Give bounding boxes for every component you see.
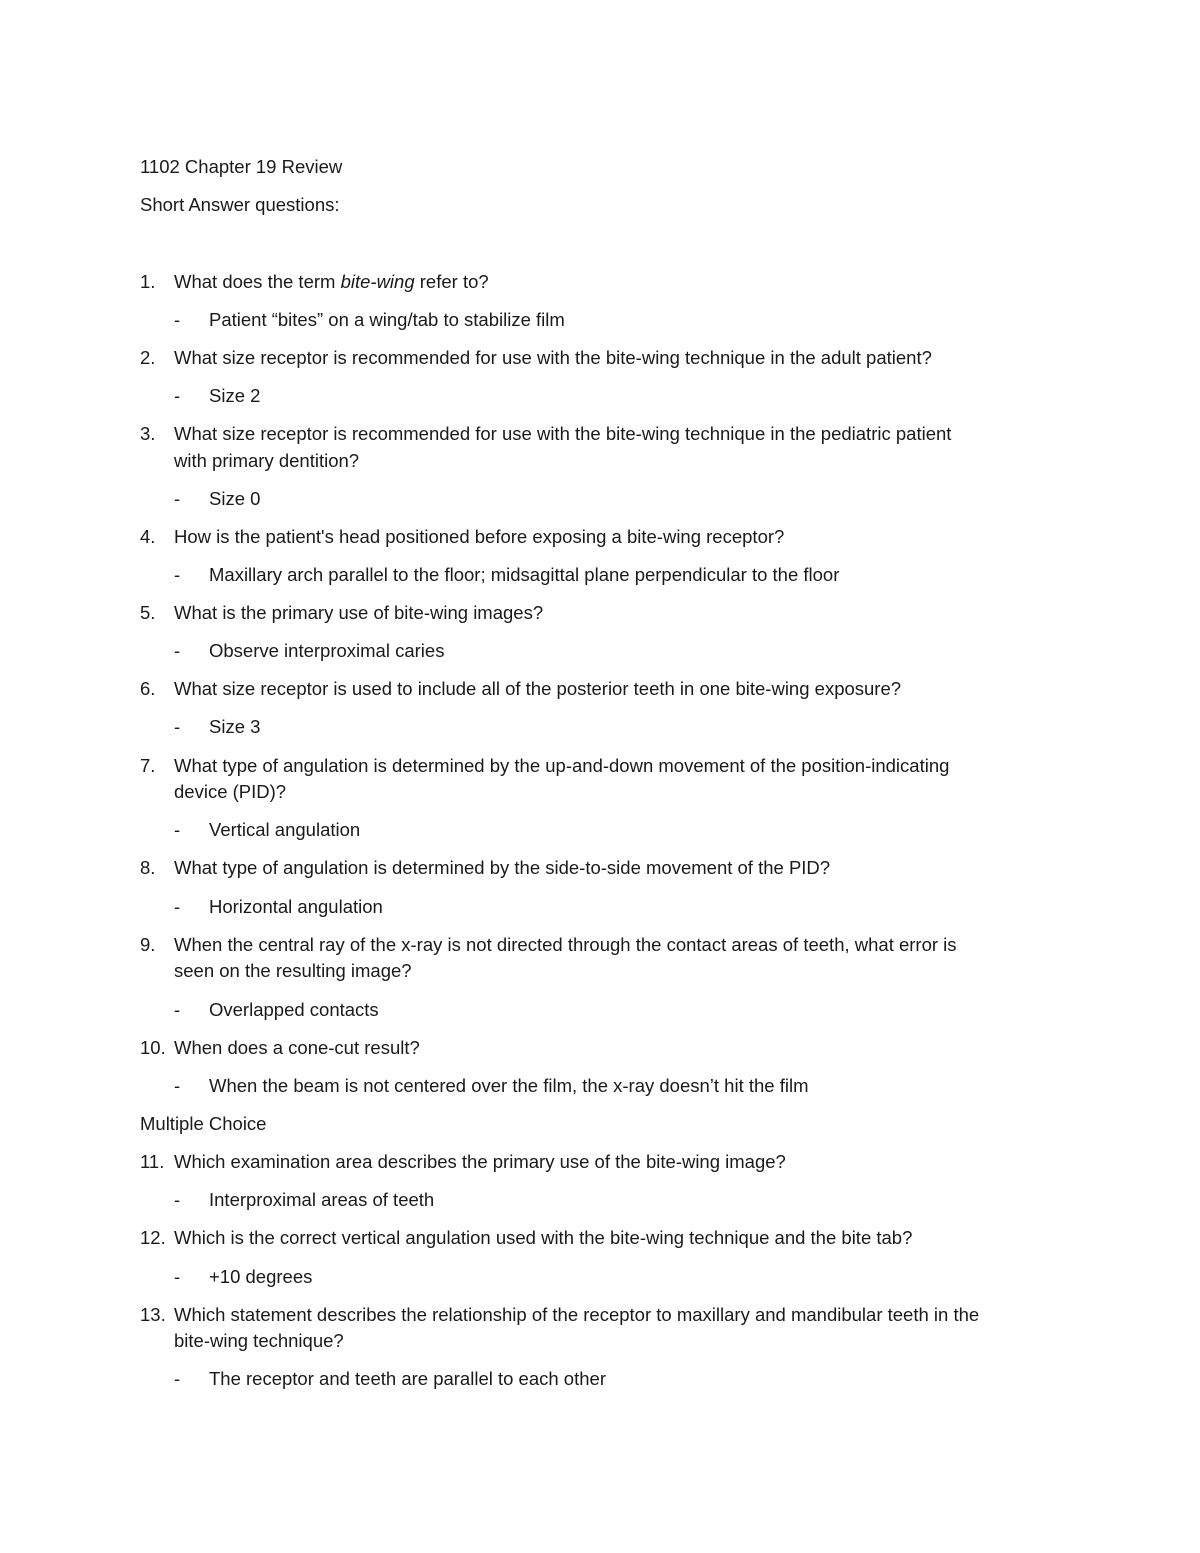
answer-bullet: -	[174, 640, 181, 661]
question-text: What size receptor is used to include all of the posterior teeth in one bite-wing exposure?	[174, 678, 902, 699]
question-text: What size receptor is recommended for use with the bite-wing technique in the adult patient?	[174, 347, 932, 368]
question-text-line1: What size receptor is recommended for use with the bite-wing technique in the pediatric patient	[174, 423, 952, 444]
answer-text: Horizontal angulation	[209, 896, 383, 917]
question-number: 12.	[140, 1227, 166, 1248]
question-text: What type of angulation is determined by the side-to-side movement of the PID?	[174, 857, 831, 878]
section-heading-short-answer: Short Answer questions:	[140, 194, 340, 215]
answer-text: Interproximal areas of teeth	[209, 1189, 435, 1210]
answer-text: Overlapped contacts	[209, 999, 379, 1020]
question-text-line2: device (PID)?	[174, 781, 287, 802]
answer-text: Patient “bites” on a wing/tab to stabilize film	[209, 309, 565, 330]
question-text-line1: What type of angulation is determined by the up-and-down movement of the position-indicating	[174, 755, 950, 776]
question-text-part: What does the term	[174, 271, 341, 292]
answer-text: Size 2	[209, 385, 261, 406]
question-number: 13.	[140, 1304, 166, 1325]
question-text: What is the primary use of bite-wing images?	[174, 602, 544, 623]
question-number: 8.	[140, 857, 156, 878]
answer-bullet: -	[174, 819, 181, 840]
answer-text: +10 degrees	[209, 1266, 313, 1287]
question-text-line1: When the central ray of the x-ray is not directed through the contact areas of teeth, what error is	[174, 934, 957, 955]
question-text-line2: with primary dentition?	[174, 450, 360, 471]
answer-text: Size 3	[209, 716, 261, 737]
question-text: How is the patient's head positioned before exposing a bite-wing receptor?	[174, 526, 785, 547]
question-text: Which examination area describes the primary use of the bite-wing image?	[174, 1151, 786, 1172]
question-number: 5.	[140, 602, 156, 623]
answer-bullet: -	[174, 716, 181, 737]
question-number: 9.	[140, 934, 156, 955]
question-text-line2: bite-wing technique?	[174, 1330, 344, 1351]
answer-bullet: -	[174, 1189, 181, 1210]
answer-text: Size 0	[209, 488, 261, 509]
answer-text: Maxillary arch parallel to the floor; midsagittal plane perpendicular to the floor	[209, 564, 840, 585]
answer-bullet: -	[174, 564, 181, 585]
question-number: 2.	[140, 347, 156, 368]
question-text	[174, 273, 489, 292]
answer-bullet: -	[174, 1368, 181, 1389]
question-text: Which is the correct vertical angulation used with the bite-wing technique and the bite tab?	[174, 1227, 913, 1248]
answer-bullet: -	[174, 309, 181, 330]
answer-text: Observe interproximal caries	[209, 640, 445, 661]
section-heading-multiple-choice: Multiple Choice	[140, 1113, 267, 1134]
answer-bullet: -	[174, 1266, 181, 1287]
question-number: 3.	[140, 423, 156, 444]
question-number: 10.	[140, 1037, 166, 1058]
question-number: 1.	[140, 271, 156, 292]
question-number: 4.	[140, 526, 156, 547]
answer-bullet: -	[174, 488, 181, 509]
question-text-line2: seen on the resulting image?	[174, 960, 412, 981]
question-number: 11.	[140, 1151, 165, 1172]
question-text-line1: Which statement describes the relationship of the receptor to maxillary and mandibular teeth in the	[174, 1304, 980, 1325]
question-number: 7.	[140, 755, 156, 776]
page-title: 1102 Chapter 19 Review	[140, 156, 343, 177]
answer-text: When the beam is not centered over the film, the x-ray doesn’t hit the film	[209, 1075, 809, 1096]
answer-bullet: -	[174, 999, 181, 1020]
answer-bullet: -	[174, 896, 181, 917]
answer-bullet: -	[174, 385, 181, 406]
answer-text: The receptor and teeth are parallel to each other	[209, 1368, 606, 1389]
question-number: 6.	[140, 678, 156, 699]
question-text-part: refer to?	[414, 271, 489, 292]
question-term: bite-wing	[340, 271, 415, 292]
answer-bullet: -	[174, 1075, 181, 1096]
question-text: When does a cone-cut result?	[174, 1037, 420, 1058]
answer-text: Vertical angulation	[209, 819, 361, 840]
